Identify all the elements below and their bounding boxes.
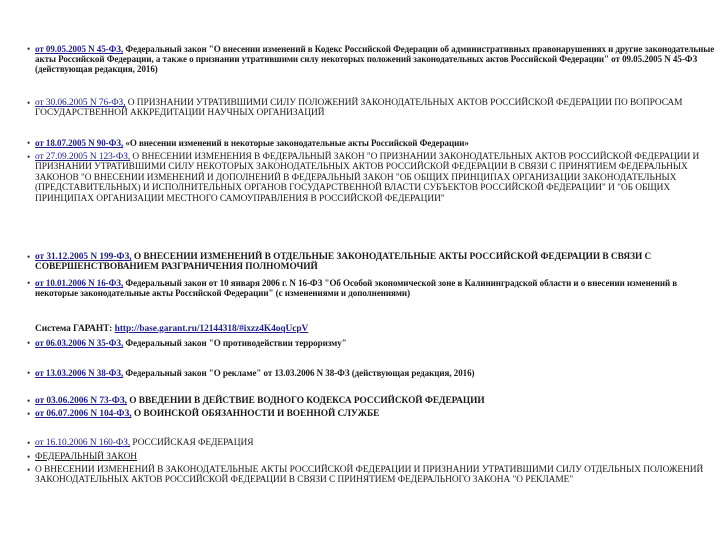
law-title: Федеральный закон от 10 января 2006 г. N 16-ФЗ "Об Особой экономической зоне в Калининградской области и о внесении изменений в некоторые законодательные акты Российской Федерации" (с изменениями и дополнениями) xyxy=(35,278,678,298)
law-link[interactable]: от 16.10.2006 N 160-ФЗ, xyxy=(35,438,131,448)
law-title: О ПРИЗНАНИИ УТРАТИВШИМИ СИЛУ ПОЛОЖЕНИЙ ЗАКОНОДАТЕЛЬНЫХ АКТОВ РОССИЙСКОЙ ФЕДЕРАЦИИ ПО ВОПРОСАМ ГОСУДАРСТВЕННОЙ АККРЕДИТАЦИИ НАУЧНЫХ ОРГАНИЗАЦИЙ xyxy=(35,98,683,119)
law-title: О ВВЕДЕНИИ В ДЕЙСТВИЕ ВОДНОГО КОДЕКСА РОССИЙСКОЙ ФЕДЕРАЦИИ xyxy=(126,396,485,406)
garant-label: Система ГАРАНТ: xyxy=(35,324,115,334)
bullet: • xyxy=(27,252,31,262)
bullet: • xyxy=(27,152,31,162)
law-title: «О внесении изменений в некоторые законодательные акты Российской Федерации» xyxy=(123,138,469,148)
garant-link[interactable]: http://base.garant.ru/12144318/#ixzz4K4oqUcpV xyxy=(114,324,309,334)
bullet: • xyxy=(27,338,31,348)
bullet: • xyxy=(27,409,31,419)
bullet: • xyxy=(27,438,31,448)
law-link[interactable]: от 30.06.2005 N 76-ФЗ, xyxy=(35,98,126,108)
bullet: • xyxy=(27,452,31,462)
law-link[interactable]: от 18.07.2005 N 90-ФЗ, xyxy=(35,138,124,148)
law-link[interactable]: от 27.09.2005 N 123-ФЗ, xyxy=(35,152,131,162)
law-title: О ВНЕСЕНИИ ИЗМЕНЕНИЙ В ЗАКОНОДАТЕЛЬНЫЕ АКТЫ РОССИЙСКОЙ ФЕДЕРАЦИИ И ПРИЗНАНИИ УТРАТИВШИМИ СИЛУ ОТДЕЛЬНЫХ ПОЛОЖЕНИЙ ЗАКОНОДАТЕЛЬНЫХ АКТОВ РОССИЙСКОЙ ФЕДЕРАЦИИ В СВЯЗИ С ПРИНЯТИЕМ ФЕДЕРАЛЬНОГО ЗАКОНА "О РЕКЛАМЕ" xyxy=(35,465,704,486)
law-title: Федеральный закон "О противодействии терроризму" xyxy=(123,338,347,348)
bullet: • xyxy=(27,396,31,406)
law-link[interactable]: от 03.06.2006 N 73-ФЗ, xyxy=(35,396,127,406)
bullet: • xyxy=(27,465,31,475)
law-link[interactable]: от 06.03.2006 N 35-ФЗ, xyxy=(35,338,124,348)
bullet: • xyxy=(27,98,31,108)
law-link[interactable]: от 06.07.2006 N 104-ФЗ, xyxy=(35,409,132,419)
law-link[interactable]: от 31.12.2005 N 199-ФЗ, xyxy=(35,252,132,262)
bullet: • xyxy=(27,278,31,288)
law-title: Федеральный закон "О рекламе" от 13.03.2006 N 38-ФЗ (действующая редакция, 2016) xyxy=(123,368,475,378)
law-title: О ВНЕСЕНИИ ИЗМЕНЕНИЯ В ФЕДЕРАЛЬНЫЙ ЗАКОН "О ПРИЗНАНИИ ЗАКОНОДАТЕЛЬНЫХ АКТОВ РОССИЙСКОЙ ФЕДЕРАЦИИ И ПРИЗНАНИИ УТРАТИВШИМИ СИЛУ НЕКОТОРЫХ ЗАКОНОДАТЕЛЬНЫХ АКТОВ РОССИЙСКОЙ ФЕДЕРАЦИИ В СВЯЗИ С ПРИНЯТИЕМ ФЕДЕРАЛЬНЫХ ЗАКОНОВ "О ВНЕСЕНИИ ИЗМЕНЕНИЙ И ДОПОЛНЕНИЙ В ФЕДЕРАЛЬНЫЙ ЗАКОН "ОБ ОБЩИХ ПРИНЦИПАХ ОРГАНИЗАЦИИ ЗАКОНОДАТЕЛЬНЫХ (ПРЕДСТАВИТЕЛЬНЫХ) И ИСПОЛНИТЕЛЬНЫХ ОРГАНОВ ГОСУДАРСТВЕННОЙ ВЛАСТИ СУБЪЕКТОВ РОССИЙСКОЙ ФЕДЕРАЦИИ" И "ОБ ОБЩИХ ПРИНЦИПАХ ОРГАНИЗАЦИИ МЕСТНОГО САМОУПРАВЛЕНИЯ В РОССИЙСКОЙ ФЕДЕРАЦИИ" xyxy=(35,152,700,204)
law-title: О ВОИНСКОЙ ОБЯЗАННОСТИ И ВОЕННОЙ СЛУЖБЕ xyxy=(131,409,380,419)
law-link[interactable]: от 10.01.2006 N 16-ФЗ, xyxy=(35,278,124,288)
law-heading: ФЕДЕРАЛЬНЫЙ ЗАКОН xyxy=(35,452,138,462)
bullet: • xyxy=(27,138,31,148)
law-title: О ВНЕСЕНИИ ИЗМЕНЕНИЙ В ОТДЕЛЬНЫЕ ЗАКОНОДАТЕЛЬНЫЕ АКТЫ РОССИЙСКОЙ ФЕДЕРАЦИИ В СВЯЗИ С СОВЕРШЕНСТВОВАНИЕМ РАЗГРАНИЧЕНИЯ ПОЛНОМОЧИЙ xyxy=(35,252,652,273)
bullet: • xyxy=(27,44,31,54)
law-link[interactable]: от 13.03.2006 N 38-ФЗ, xyxy=(35,368,124,378)
law-title: Федеральный закон "О внесении изменений в Кодекс Российской Федерации об административных правонарушениях и другие законодательные акты Российской Федерации, а также о признании утратившими силу некоторых положений законодательных актов Российской Федерации" от 09.05.2005 N 45-ФЗ (действующая редакция, 2016) xyxy=(35,44,715,74)
bullet: • xyxy=(27,368,31,378)
law-link[interactable]: от 09.05.2005 N 45-ФЗ, xyxy=(35,44,124,54)
law-title: РОССИЙСКАЯ ФЕДЕРАЦИЯ xyxy=(130,438,254,448)
